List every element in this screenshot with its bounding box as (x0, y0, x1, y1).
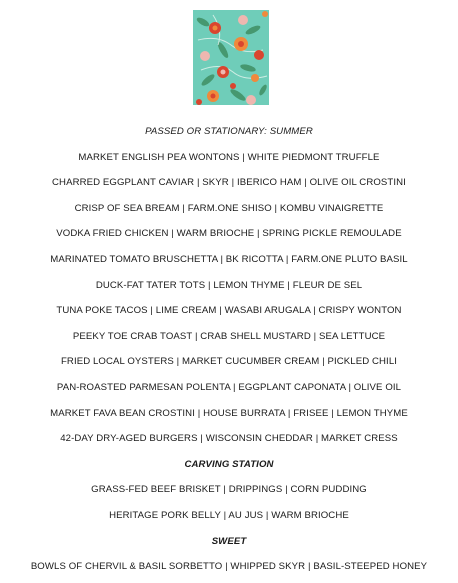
menu-item: PEEKY TOE CRAB TOAST | CRAB SHELL MUSTARD | SEA LETTUCE (72, 330, 386, 342)
menu-item: TUNA POKE TACOS | LIME CREAM | WASABI ARUGALA | CRISPY WONTON (56, 305, 402, 317)
menu-item: HERITAGE PORK BELLY | AU JUS | WARM BRIOCHE (109, 509, 349, 521)
floral-pattern-image (193, 10, 269, 105)
menu-item: DUCK-FAT TATER TOTS | LEMON THYME | FLEUR DE SEL (95, 279, 363, 291)
menu-item: GRASS-FED BEEF BRISKET | DRIPPINGS | CORN PUDDING (91, 484, 367, 496)
menu (0, 119, 458, 580)
menu-item: PAN-ROASTED PARMESAN POLENTA | EGGPLANT CAPONATA | OLIVE OIL (56, 381, 402, 393)
menu-item: MARKET ENGLISH PEA WONTONS | WHITE PIEDMONT TRUFFLE (78, 151, 380, 163)
menu-item: CHARRED EGGPLANT CAVIAR | SKYR | IBERICO HAM | OLIVE OIL CROSTINI (52, 177, 406, 189)
menu-item: MARKET FAVA BEAN CROSTINI | HOUSE BURRATA | FRISEE | LEMON THYME (50, 407, 408, 419)
menu-item: BOWLS OF CHERVIL & BASIL SORBETTO | WHIPPED SKYR | BASIL-STEEPED HONEY (30, 561, 428, 573)
menu-item: CRISP OF SEA BREAM | FARM.ONE SHISO | KOMBU VINAIGRETTE (74, 202, 384, 214)
menu-item: 42-DAY DRY-AGED BURGERS | WISCONSIN CHEDDAR | MARKET CRESS (60, 433, 398, 445)
menu-item: FRIED LOCAL OYSTERS | MARKET CUCUMBER CREAM | PICKLED CHILI (60, 356, 398, 368)
menu-item: VODKA FRIED CHICKEN | WARM BRIOCHE | SPRING PICKLE REMOULADE (56, 228, 402, 240)
section-title-passed: PASSED OR STATIONARY: SUMMER (145, 126, 313, 137)
section-title-sweet: SWEET (211, 535, 247, 547)
menu-item: MARINATED TOMATO BRUSCHETTA | BK RICOTTA | FARM.ONE PLUTO BASIL (50, 253, 408, 265)
section-title-carving: CARVING STATION (184, 458, 274, 470)
